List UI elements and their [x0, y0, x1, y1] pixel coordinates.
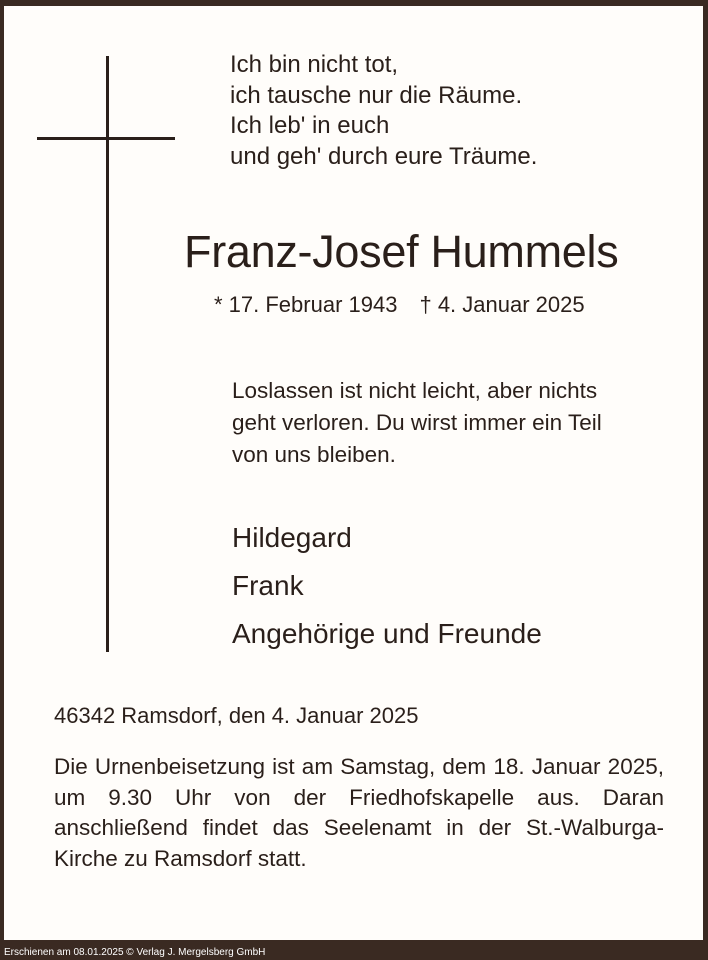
poem-line: Ich bin nicht tot,: [230, 51, 399, 78]
mourner: Angehörige und Freunde: [232, 618, 542, 649]
mourner: Hildegard: [232, 522, 352, 553]
death-date: † 4. Januar 2025: [419, 292, 585, 317]
birth-date: * 17. Februar 1943: [214, 292, 398, 317]
place-and-date: 46342 Ramsdorf, den 4. Januar 2025: [54, 703, 419, 728]
cross-horizontal-bar: [37, 137, 175, 140]
deceased-name: Franz-Josef Hummels: [184, 226, 619, 277]
poem-line: ich tausche nur die Räume.: [230, 81, 523, 109]
quote-line: geht verloren. Du wirst immer ein Teil: [232, 410, 602, 435]
mourners-list: [232, 514, 542, 658]
funeral-notice: Die Urnenbeisetzung ist am Samstag, dem 18. Januar 2025, um 9.30 Uhr von der Friedhofskapelle aus. Daran anschließend findet das Seelenamt in der St.-Walburga-Kirche zu Ramsdorf statt.: [54, 754, 664, 871]
obituary-card: [4, 6, 703, 940]
cross-vertical-bar: [106, 56, 109, 652]
poem-line: Ich leb' in euch: [230, 112, 390, 139]
life-dates: [214, 292, 585, 318]
quote-line: von uns bleiben.: [232, 442, 396, 467]
publication-footer: Erschienen am 08.01.2025 © Verlag J. Mergelsberg GmbH: [4, 947, 266, 958]
mourner: Frank: [232, 570, 304, 601]
poem: [230, 50, 537, 172]
quote-line: Loslassen ist nicht leicht, aber nichts: [232, 378, 598, 403]
farewell-quote: [232, 375, 602, 471]
poem-line: und geh' durch eure Träume.: [230, 142, 538, 170]
